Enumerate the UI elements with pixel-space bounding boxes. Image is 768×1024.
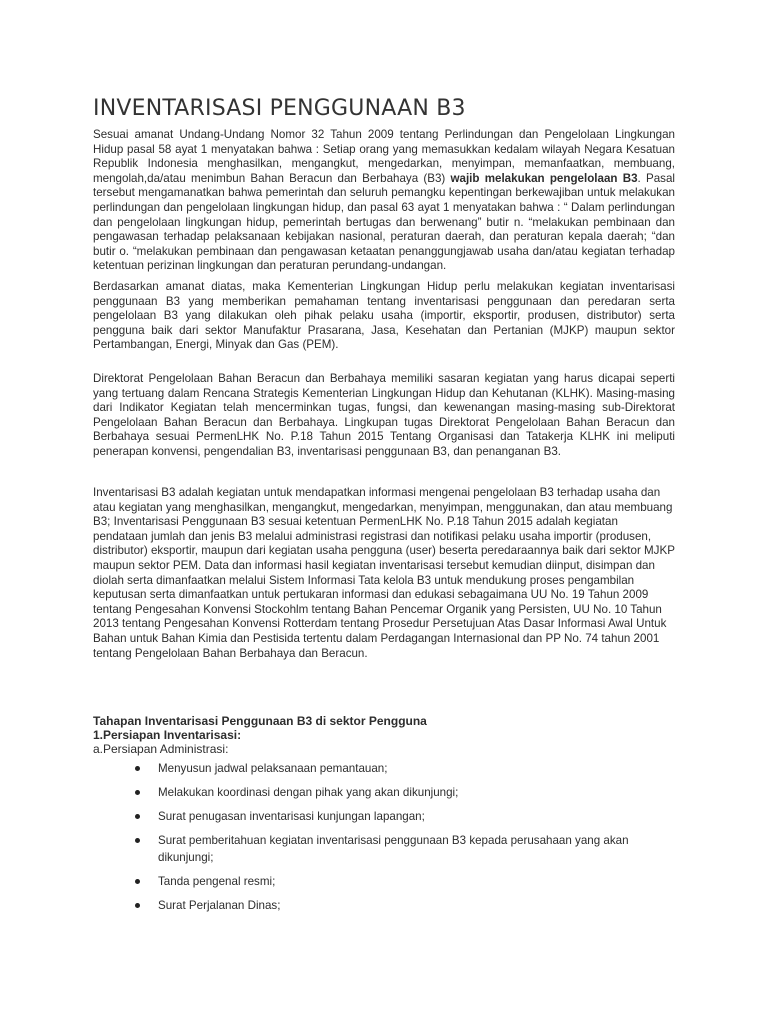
list-item: Surat pemberitahuan kegiatan inventarisasi penggunaan B3 kepada perusahaan yang akan dikunjungi; <box>0 832 658 866</box>
paragraph-legal-basis <box>93 128 675 274</box>
section-step-heading: 1.Persiapan Inventarisasi: <box>93 728 242 742</box>
paragraph-ministry-mandate: Berdasarkan amanat diatas, maka Kementerian Lingkungan Hidup perlu melakukan kegiatan inventarisasi penggunaan B3 yang memberikan pemahaman tentang inventarisasi penggunaan dan peredaran serta pengelolaan B3 yang dilakukan oleh pihak pelaku usaha (importir, eksportir, produsen, distributor) serta pengguna baik dari sektor Manufaktur Prasarana, Jasa, Kesehatan dan Pertanian (MJKP) maupun sektor Pertambangan, Energi, Minyak dan Gas (PEM). <box>93 280 675 352</box>
bullet-icon <box>135 790 140 795</box>
paragraph-text: . Pasal tersebut mengamanatkan bahwa pemerintah dan seluruh pemangku kepentingan berkewajiban untuk melakukan perlindungan dan pengelolaan lingkungan hidup, dan pasal 63 ayat 1 menyatakan bahwa : “ Dalam perlindungan dan pengelolaan lingkungan hidup, pemerintah bertugas dan berwenang” butir n. “melakukan pembinaan dan pengawasan terhadap pelaksanaan kebijakan nasional, peraturan daerah, dan peraturan kepala daerah; “dan butir o. “melakukan pembinaan dan pengawasan ketaatan penanggungjawab usaha dan/atau kegiatan terhadap ketentuan perizinan lingkungan dan peraturan perundang-undangan. <box>93 171 675 273</box>
document-title: INVENTARISASI PENGGUNAAN B3 <box>93 96 466 121</box>
list-item: Menyusun jadwal pelaksanaan pemantauan; <box>0 760 678 777</box>
bullet-icon <box>135 903 140 908</box>
list-item: Surat Perjalanan Dinas; <box>0 897 678 914</box>
list-item: Tanda pengenal resmi; <box>0 873 678 890</box>
paragraph-text: Sesuai amanat Undang-Undang Nomor 32 Tahun 2009 tentang Perlindungan dan Pengelolaan Lingkungan Hidup pasal 58 ayat 1 menyatakan bahwa : Setiap orang yang memasukkan kedalam wilayah Negara Kesatuan Republik Indonesia menghasilkan, mengangkut, mengedarkan, menyimpan, memanfaatkan, membuang, mengolah,da/atau menimbun Bahan Beracun dan Berbahaya (B3) <box>93 128 675 185</box>
list-item: Melakukan koordinasi dengan pihak yang akan dikunjungi; <box>0 784 678 801</box>
bullet-icon <box>135 814 140 819</box>
paragraph-inventory-definition: Inventarisasi B3 adalah kegiatan untuk mendapatkan informasi mengenai pengelolaan B3 terhadap usaha dan atau kegiatan yang menghasilkan, mengangkut, mengedarkan, menyimpan, menggunakan, dan atau membuang B3; Inventarisasi Penggunaan B3 sesuai ketentuan PermenLHK No. P.18 Tahun 2015 adalah kegiatan pendataan jumlah dan jenis B3 melalui administrasi registrasi dan notifikasi pelaku usaha importir (produsen, distributor) eksportir, maupun dari kegiatan usaha pengguna (user) beserta peredaraannya baik dari sektor MJKP maupun sektor PEM. Data dan informasi hasil kegiatan inventarisasi tersebut kemudian diinput, disimpan dan diolah serta dimanfaatkan melalui Sistem Informasi Tata kelola B3 untuk mendukung proses pengambilan keputusan serta dimanfaatkan untuk pertukaran informasi dan edukasi sebagaimana UU No. 19 Tahun 2009 tentang Pengesahan Konvensi Stockohlm tentang Bahan Pencemar Organik yang Persisten, UU No. 10 Tahun 2013 tentang Pengesahan Konvensi Rotterdam tentang Prosedur Persetujuan Atas Dasar Informasi Awal Untuk Bahan untuk Bahan Kimia dan Pestisida tertentu dalam Perdagangan Internasional dan PP No. 74 tahun 2001 tentang Pengelolaan Bahan Berbahaya dan Beracun. <box>93 486 675 660</box>
bold-emphasis: wajib melakukan pengelolaan B3 <box>450 171 638 185</box>
paragraph-directorate: Direktorat Pengelolaan Bahan Beracun dan Berbahaya memiliki sasaran kegiatan yang harus dicapai seperti yang tertuang dalam Rencana Strategis Kementerian Lingkungan Hidup dan Kehutanan (KLHK). Masing-masing dari Indikator Kegiatan telah mencerminkan tugas, fungsi, dan kewenangan masing-masing sub-Direktorat Pengelolaan Bahan Beracun dan Berbahaya. Lingkupan tugas Direktorat Pengelolaan Bahan Beracun dan Berbahaya sesuai PermenLHK No. P.18 Tahun 2015 Tentang Organisasi dan Tatakerja KLHK ini meliputi penerapan konvensi, pengendalian B3, inventarisasi penggunaan B3, dan penanganan B3. <box>93 372 675 458</box>
bullet-icon <box>135 879 140 884</box>
list-item: Surat penugasan inventarisasi kunjungan lapangan; <box>0 808 678 825</box>
section-subheading: a.Persiapan Administrasi: <box>93 742 229 756</box>
bullet-icon <box>135 838 140 843</box>
section-heading: Tahapan Inventarisasi Penggunaan B3 di sektor Pengguna <box>93 714 427 728</box>
bullet-icon <box>135 766 140 771</box>
bullet-list <box>0 760 768 914</box>
